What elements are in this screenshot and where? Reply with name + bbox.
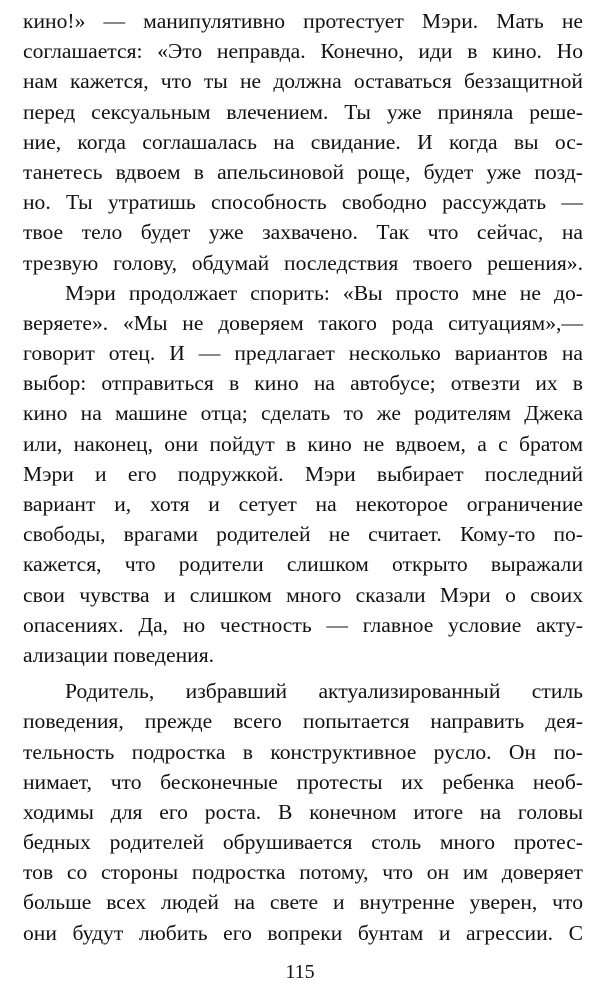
text-line: вариант и, хотя и сетует на некоторое ограничение xyxy=(23,492,583,516)
text-line: кажется, что родители слишком открыто выражали xyxy=(23,552,583,577)
text-line: Мэри и его подружкой. Мэри выбирает последний xyxy=(23,461,583,486)
text-line: ходимы для его роста. В конечном итоге на головы xyxy=(23,799,583,824)
text-line: твое тело будет уже захвачено. Так что сейчас, на xyxy=(23,220,583,245)
text-line: опасениях. Да, но честность — главное условие акту- xyxy=(23,612,583,637)
text-line: поведения, прежде всего попытается направить дея- xyxy=(23,709,583,734)
text-line: или, наконец, они пойдут в кино не вдвоем, а с братом xyxy=(23,431,583,456)
text-line: соглашается: «Это неправда. Конечно, иди в кино. Но xyxy=(23,39,583,64)
text-line: выбор: отправиться в кино на автобусе; отвезти их в xyxy=(23,371,583,396)
paragraph-3 xyxy=(23,676,583,948)
text-line: веряете». «Мы не доверяем такого рода ситуациям»,— xyxy=(23,310,583,335)
text-line: говорит отец. И — предлагает несколько вариантов на xyxy=(23,341,583,366)
text-line: нимает, что бесконечные протесты их ребенка необ- xyxy=(23,769,583,794)
text-line: кино на машине отца; сделать то же родителям Джека xyxy=(23,401,583,426)
text-line: трезвую голову, обдумай последствия твоего решения». xyxy=(23,250,583,275)
page-body xyxy=(23,6,583,948)
paragraph-2 xyxy=(23,278,583,670)
text-line: Мэри продолжает спорить: «Вы просто мне не до- xyxy=(65,280,583,305)
text-line: тов со стороны подростка потому, что он им доверяет xyxy=(23,860,583,885)
text-line: свои чувства и слишком много сказали Мэри о своих xyxy=(23,582,583,607)
text-line: танетесь вдвоем в апельсиновой роще, будет уже позд- xyxy=(23,159,583,184)
text-line: бедных родителей обрушивается столь много протес- xyxy=(23,830,583,855)
text-line: кино!» — манипулятивно протестует Мэри. Мать не xyxy=(23,9,583,33)
text-line: Родитель, избравший актуализированный стиль xyxy=(65,679,583,704)
text-line: но. Ты утратишь способность свободно рассуждать — xyxy=(23,190,583,215)
text-line: тельность подростка в конструктивное русло. Он по- xyxy=(23,739,583,764)
text-line: перед сексуальным влечением. Ты уже приняла реше- xyxy=(23,99,583,124)
text-line: они будут любить его вопреки бунтам и агрессии. С xyxy=(23,920,583,945)
text-line: больше всех людей на свете и внутренне уверен, что xyxy=(23,890,583,915)
paragraph-1 xyxy=(23,6,583,278)
text-line: ализации поведения. xyxy=(23,642,215,667)
text-line: свободы, врагами родителей не считает. Кому-то по- xyxy=(23,522,583,547)
page-number: 115 xyxy=(285,961,315,983)
text-line: ние, когда соглашалась на свидание. И когда вы ос- xyxy=(23,129,583,154)
text-line: нам кажется, что ты не должна оставаться беззащитной xyxy=(23,69,583,94)
